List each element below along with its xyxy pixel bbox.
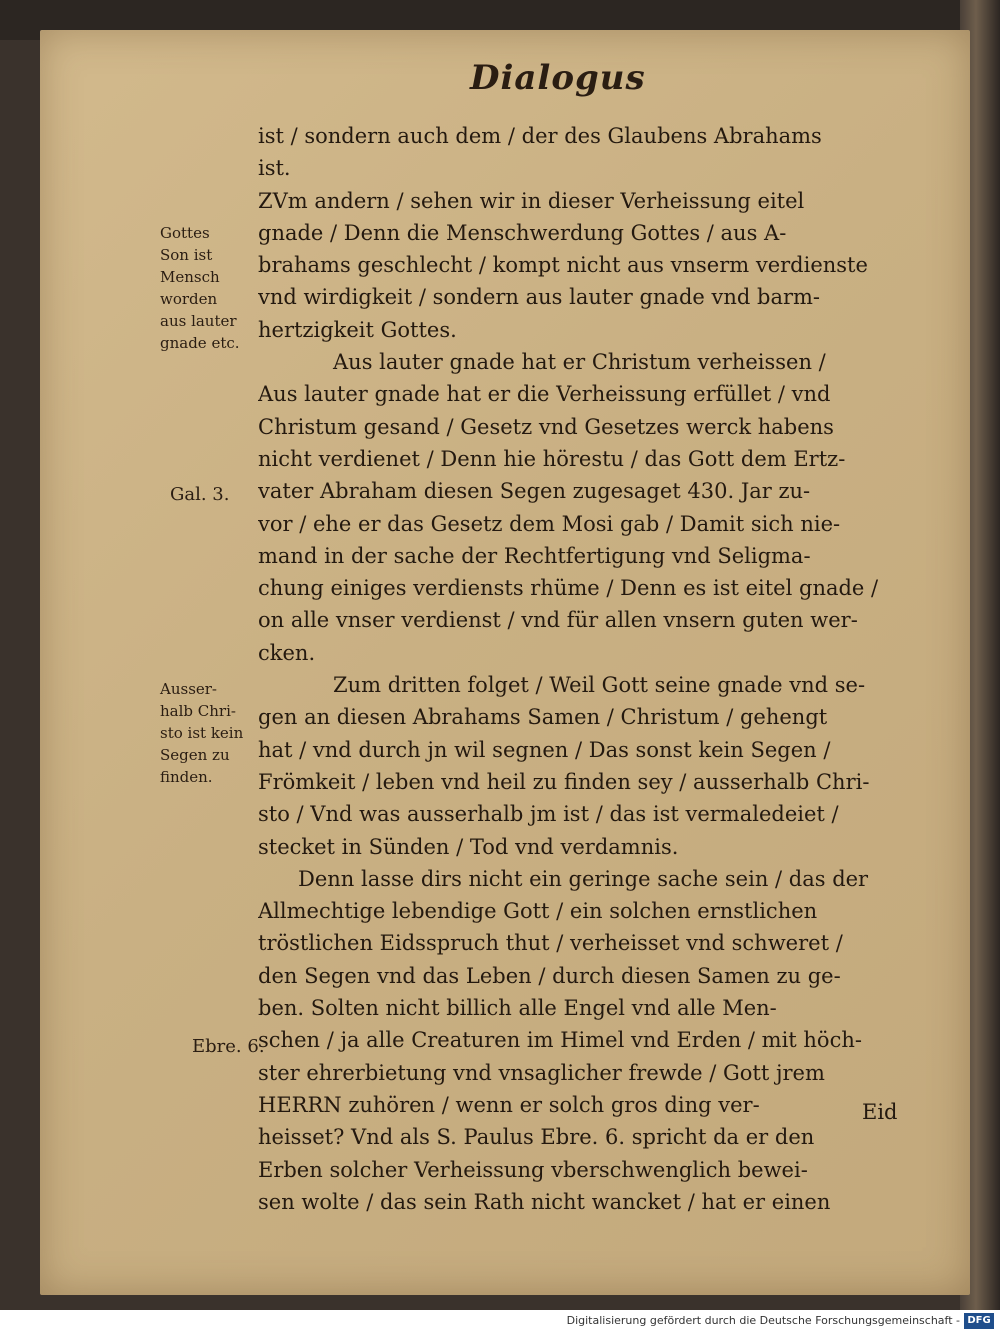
margin-line: Gottes (160, 224, 210, 242)
text-line: Aus lauter gnade hat er Christum verheissen / (333, 350, 826, 375)
text-line: Frömkeit / leben vnd heil zu finden sey / ausserhalb Chri- (258, 769, 870, 794)
text-line: gen an diesen Abrahams Samen / Christum / gehengt (258, 705, 828, 730)
text-line: vnd wirdigkeit / sondern aus lauter gnade vnd barm- (258, 285, 821, 310)
text-line: heisset? Vnd als S. Paulus Ebre. 6. spricht da er den (258, 1125, 815, 1150)
text-line: ist / sondern auch dem / der des Glaubens Abrahams (258, 124, 822, 148)
margin-line: Mensch (160, 268, 220, 286)
text-line: vater Abraham diesen Segen zugesaget 430. Jar zu- (258, 479, 811, 504)
margin-line: halb Chri- (160, 702, 236, 720)
footer-bar (0, 1310, 1000, 1333)
margin-line: sto ist kein (160, 724, 244, 742)
catchword: Eid (862, 1100, 898, 1124)
text-line: sto / Vnd was ausserhalb jm ist / das ist vermaledeiet / (258, 802, 839, 827)
text-line: schen / ja alle Creaturen im Himel vnd Erden / mit höch- (258, 1028, 862, 1053)
text-line: nicht verdienet / Denn hie hörestu / das Gott dem Ertz- (258, 446, 846, 471)
text-line: chung einiges verdiensts rhüme / Denn es ist eitel gnade / (258, 576, 879, 601)
text-line: Erben solcher Verheissung vberschwenglich bewei- (258, 1157, 808, 1182)
text-line: mand in der sache der Rechtfertigung vnd Seligma- (258, 543, 811, 568)
margin-line: aus lauter (160, 312, 237, 330)
text-line: sen wolte / das sein Rath nicht wancket / hat er einen (258, 1189, 831, 1214)
text-line: hat / vnd durch jn wil segnen / Das sonst kein Segen / (258, 737, 831, 762)
text-line: brahams geschlecht / kompt nicht aus vnserm verdienste (258, 253, 868, 278)
body-text (258, 120, 898, 1218)
text-line: vor / ehe er das Gesetz dem Mosi gab / Damit sich nie- (258, 511, 841, 536)
text-line: hertzigkeit Gottes. (258, 317, 457, 342)
margin-note-gottes-son (160, 222, 270, 354)
text-line: HERRN zuhören / wenn er solch gros ding ver- (258, 1092, 760, 1117)
margin-ref-ebre: Ebre. 6. (192, 1036, 265, 1057)
text-line: ist. (258, 156, 291, 181)
text-line: ben. Solten nicht billich alle Engel vnd alle Men- (258, 996, 777, 1021)
margin-note-ausserhalb (160, 678, 270, 788)
margin-ref-gal: Gal. 3. (170, 484, 230, 505)
text-line: cken. (258, 640, 316, 665)
text-line: Christum gesand / Gesetz vnd Gesetzes werck habens (258, 414, 834, 439)
text-line: Zum dritten folget / Weil Gott seine gnade vnd se- (333, 673, 866, 698)
dfg-logo: DFG (964, 1313, 994, 1329)
text-line: gnade / Denn die Menschwerdung Gottes / aus A- (258, 220, 787, 245)
text-line: ster ehrerbietung vnd vnsaglicher frewde / Gott jrem (258, 1060, 825, 1085)
text-line: Aus lauter gnade hat er die Verheissung erfüllet / vnd (258, 382, 831, 407)
footer-credit: Digitalisierung gefördert durch die Deutsche Forschungsgemeinschaft - (566, 1314, 960, 1327)
text-line: on alle vnser verdienst / vnd für allen vnsern guten wer- (258, 608, 858, 633)
text-line: Allmechtige lebendige Gott / ein solchen ernstlichen (258, 899, 818, 924)
margin-line: Segen zu (160, 746, 230, 764)
margin-line: Ausser- (160, 680, 218, 698)
text-line: stecket in Sünden / Tod vnd verdamnis. (258, 834, 679, 859)
text-line: tröstlichen Eidsspruch thut / verheisset vnd schweret / (258, 931, 843, 956)
margin-line: worden (160, 290, 218, 308)
margin-line: gnade etc. (160, 334, 240, 352)
text-line: Denn lasse dirs nicht ein geringe sache sein / das der (298, 866, 869, 891)
text-line: ZVm andern / sehen wir in dieser Verheissung eitel (258, 188, 805, 213)
running-head: Dialogus (470, 58, 646, 98)
margin-line: Son ist (160, 246, 213, 264)
margin-line: finden. (160, 768, 213, 786)
text-line: den Segen vnd das Leben / durch diesen Samen zu ge- (258, 963, 841, 988)
